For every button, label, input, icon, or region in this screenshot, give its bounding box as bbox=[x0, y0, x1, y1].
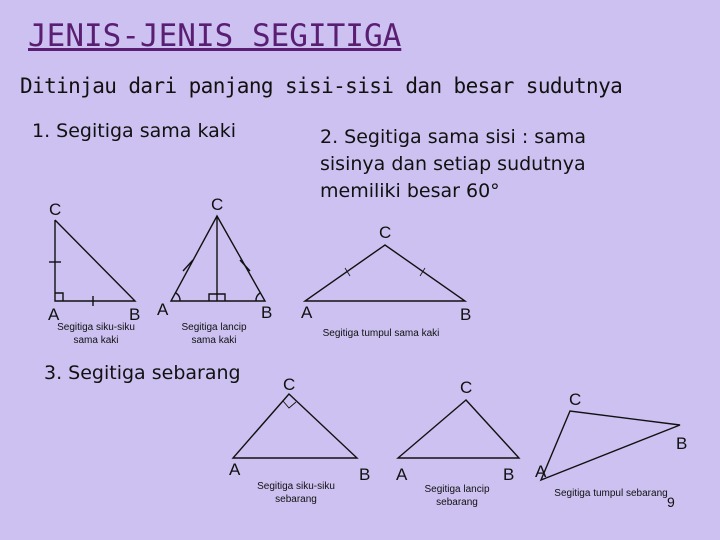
figure-caption: Segitiga tumpul sebarang bbox=[554, 488, 668, 499]
vertex-label-c: C bbox=[460, 378, 473, 397]
page-number: 9 bbox=[667, 494, 675, 510]
vertex-label-c: C bbox=[49, 200, 62, 219]
vertex-label-c: C bbox=[283, 375, 296, 394]
isosceles-right-triangle bbox=[49, 220, 135, 306]
figure-caption: sebarang bbox=[436, 497, 478, 508]
figure-caption: sama kaki bbox=[73, 335, 119, 346]
vertex-label-a: A bbox=[48, 305, 60, 324]
figure-caption: Segitiga siku-siku bbox=[57, 322, 135, 333]
vertex-label-a: A bbox=[535, 462, 547, 481]
figure-caption: sama kaki bbox=[191, 335, 237, 346]
scalene-right-triangle bbox=[233, 394, 357, 458]
item-scalene-heading: 3. Segitiga sebarang bbox=[44, 362, 241, 384]
figure-caption: Segitiga lancip bbox=[181, 322, 247, 333]
page-subtitle: Ditinjau dari panjang sisi-sisi dan besar sudutnya bbox=[20, 74, 623, 98]
vertex-label-a: A bbox=[229, 460, 241, 479]
figure-caption: Segitiga tumpul sama kaki bbox=[322, 328, 440, 339]
vertex-label-a: A bbox=[396, 465, 408, 484]
vertex-label-b: B bbox=[129, 305, 141, 324]
scalene-obtuse-triangle bbox=[541, 411, 680, 480]
vertex-label-b: B bbox=[261, 303, 273, 322]
vertex-label-b: B bbox=[676, 434, 688, 453]
vertex-label-b: B bbox=[460, 305, 472, 324]
figure-caption: sebarang bbox=[275, 494, 317, 505]
vertex-label-a: A bbox=[301, 303, 313, 322]
item-isosceles-heading: 1. Segitiga sama kaki bbox=[32, 120, 237, 142]
figure-caption: Segitiga siku-siku bbox=[257, 481, 335, 492]
vertex-label-c: C bbox=[379, 223, 392, 242]
vertex-label-c: C bbox=[569, 390, 582, 409]
vertex-label-a: A bbox=[157, 300, 169, 319]
vertex-label-b: B bbox=[359, 465, 371, 484]
figure-caption: Segitiga lancip bbox=[424, 484, 490, 495]
item-equilateral-description: 2. Segitiga sama sisi : sama sisinya dan setiap sudutnya memiliki besar 60° bbox=[320, 126, 586, 202]
vertex-label-b: B bbox=[503, 465, 515, 484]
vertex-label-c: C bbox=[211, 195, 224, 214]
page-title: JENIS-JENIS SEGITIGA bbox=[28, 18, 402, 54]
isosceles-acute-triangle bbox=[171, 216, 265, 301]
isosceles-obtuse-triangle bbox=[305, 245, 465, 301]
scalene-acute-triangle bbox=[398, 400, 519, 458]
